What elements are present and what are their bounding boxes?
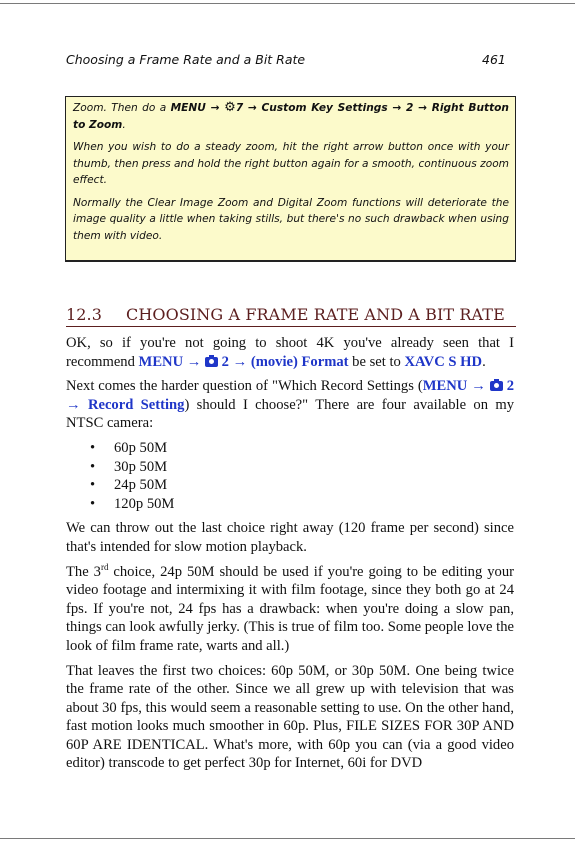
tip-right-button: Right Button to Zoom: [73, 102, 509, 131]
body-text: [66, 334, 514, 779]
list-item: • 60p 50M: [114, 439, 514, 458]
list-item: • 24p 50M: [114, 476, 514, 495]
tip-paragraph-2: When you wish to do a steady zoom, hit the right arrow button once with your thumb, then press and hold the right button again for a smooth, continuous zoom effect.: [73, 141, 509, 186]
tip-custom-key: Custom Key Settings: [261, 102, 393, 114]
top-rule: [0, 3, 575, 4]
movie-format-link[interactable]: 2 → (movie) Format: [218, 353, 349, 370]
page-number: 461: [482, 52, 506, 67]
list-item: • 120p 50M: [114, 495, 514, 514]
section-number: 12.3: [66, 305, 103, 324]
menu-link[interactable]: MENU →: [138, 353, 206, 370]
menu-link[interactable]: MENU →: [422, 378, 490, 395]
section-title: CHOOSING A FRAME RATE AND A BIT RATE: [126, 305, 505, 324]
bottom-rule: [0, 838, 575, 839]
gear-icon: ⚙: [224, 100, 236, 115]
xavc-link[interactable]: XAVC S HD: [404, 353, 483, 370]
camera-icon: [490, 381, 503, 391]
record-settings-list: [66, 439, 514, 513]
record-setting-link[interactable]: 2 → Record Setting: [66, 378, 514, 413]
tip-paragraph-1: Zoom. Then do a MENU → ⚙7 → Custom Key Settings → 2 → Right Button to Zoom.: [73, 100, 509, 131]
body-paragraph-2: Next comes the harder question of "Which Record Settings (MENU → 2 → Record Setting) should I choose?" There are four available on my NTSC camera:: [66, 378, 514, 432]
tip-menu: MENU: [170, 102, 211, 114]
body-paragraph-5: That leaves the first two choices: 60p 50M, or 30p 50M. One being twice the frame rate of the other. Since we all grew up with television that was about 30 fps, this would seem a reasonable setting to use. On the other hand, fast motion looks much smoother in 60p. Plus, FILE SIZES FOR 30P AND 60P ARE IDENTICAL. What's more, with 60p you can (via a good video editor) transcode to get perfect 30p for Internet, 60i for DVD: [66, 662, 514, 772]
body-paragraph-4: The 3rd choice, 24p 50M should be used if you're going to be editing your video footage and intermixing it with film footage, since they both go at 24 fps. If you're not, 24 fps has a drawback: when you're doing a slow pan, things can look awfully jerky. (This is true of film too. Some people love the look of film frame rate, warts and all.): [66, 561, 514, 654]
tip-box: [65, 96, 516, 262]
body-paragraph-1: OK, so if you're not going to shoot 4K you've already seen that I recommend MENU → 2 → (movie) Format be set to XAVC S HD.: [66, 335, 514, 370]
section-heading: [66, 305, 516, 327]
tip-paragraph-3: Normally the Clear Image Zoom and Digital Zoom functions will deteriorate the image quality a little when taking stills, but there's no such drawback when using them with video.: [73, 196, 509, 242]
camera-icon: [205, 357, 218, 367]
running-header-title: Choosing a Frame Rate and a Bit Rate: [66, 52, 306, 67]
body-paragraph-3: We can throw out the last choice right away (120 frame per second) since that's intended for slow motion playback.: [66, 520, 514, 555]
list-item: • 30p 50M: [114, 458, 514, 477]
